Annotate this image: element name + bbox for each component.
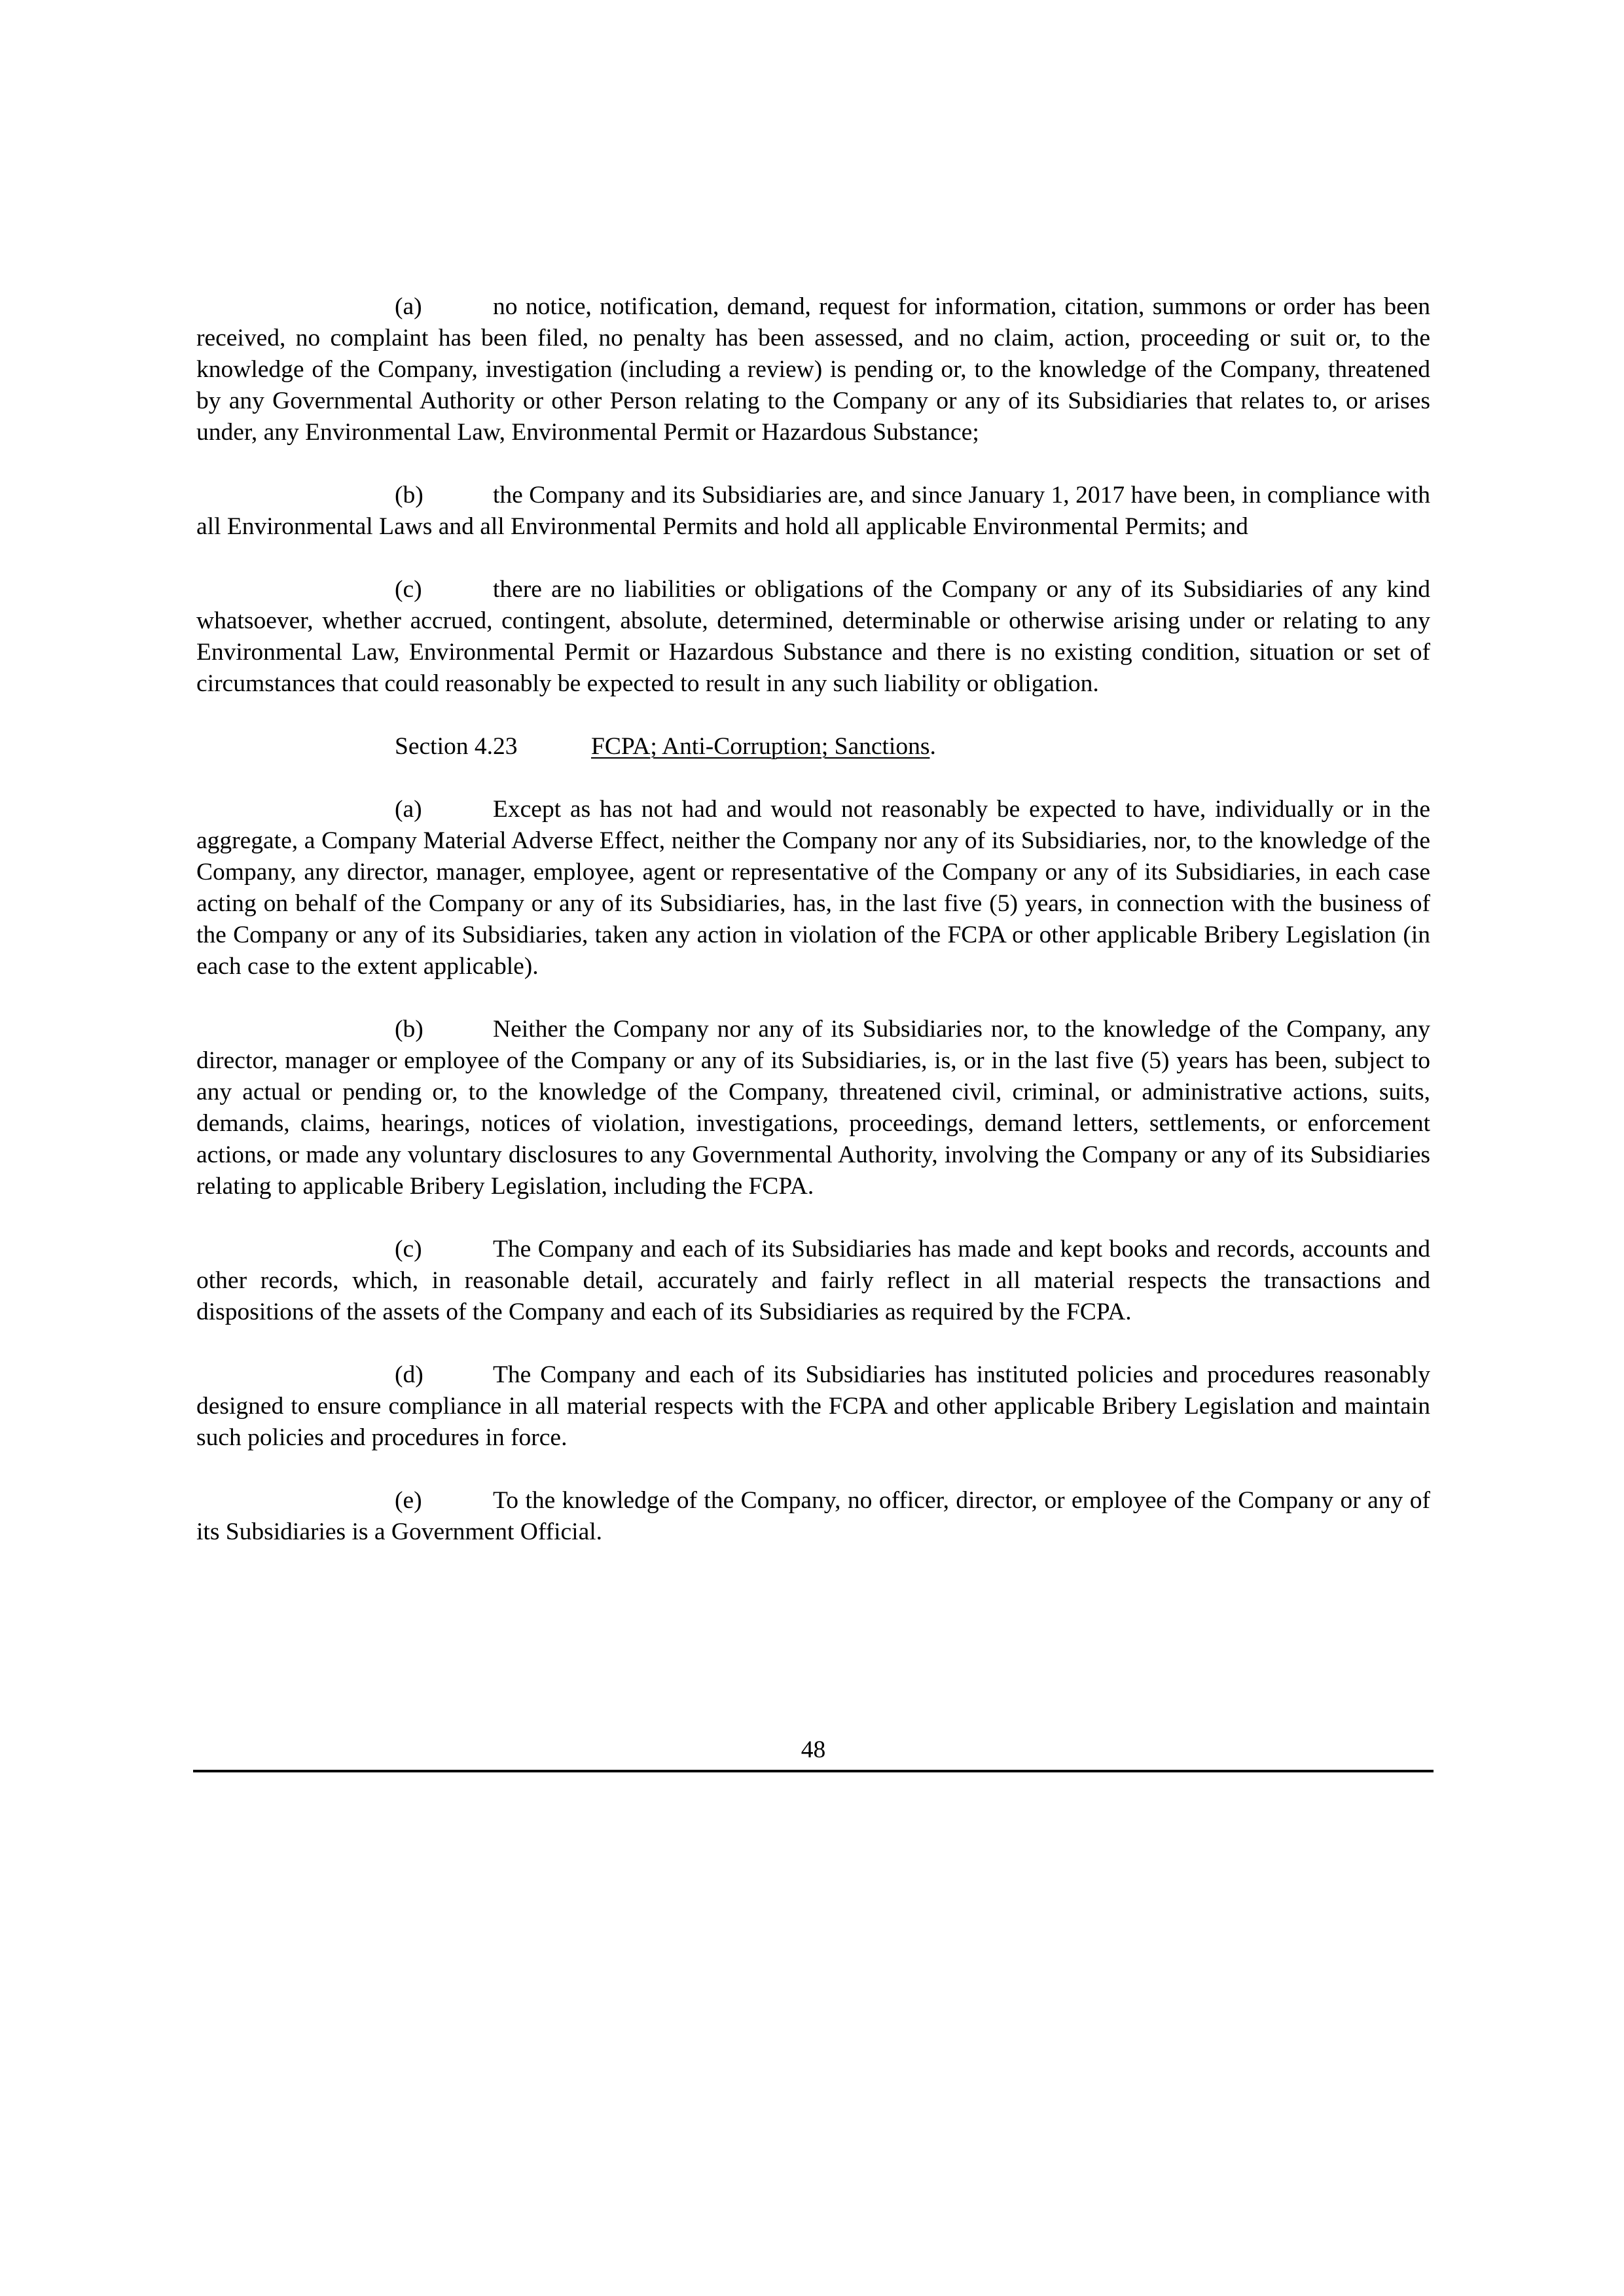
section-clause-d xyxy=(196,1359,1430,1454)
clause-label: (e) xyxy=(395,1487,422,1514)
clause-label: (a) xyxy=(395,293,422,320)
clause-text: The Company and each of its Subsidiaries has instituted policies and procedures reasonably designed to ensure compliance in all material respects with the FCPA and other applicable Bribery Legislation and maintain such policies and procedures in force. xyxy=(196,1361,1430,1451)
clause-label: (b) xyxy=(395,1016,424,1043)
clause-label: (c) xyxy=(395,576,422,603)
clause-text: The Company and each of its Subsidiaries has made and kept books and records, accounts and other records, which, in reasonable detail, accurately and fairly reflect in all material respects the transactions and dispositions of the assets of the Company and each of its Subsidiaries as required by the FCPA. xyxy=(196,1236,1430,1325)
clause-text: no notice, notification, demand, request for information, citation, summons or order has been received, no complaint has been filed, no penalty has been assessed, and no claim, action, proceeding or suit or, to the knowledge of the Company, investigation (including a review) is pending or, to the knowledge of the Company, threatened by any Governmental Authority or other Person relating to the Company or any of its Subsidiaries that relates to, or arises under, any Environmental Law, Environmental Permit or Hazardous Substance; xyxy=(196,293,1430,446)
document-body xyxy=(196,291,1430,1579)
section-title: FCPA; Anti-Corruption; Sanctions xyxy=(591,733,930,760)
clause-text: Except as has not had and would not reasonably be expected to have, individually or in the aggregate, a Company Material Adverse Effect, neither the Company nor any of its Subsidiaries, nor, to the knowledge of the Company, any director, manager, employee, agent or representative of the Company or any of its Subsidiaries, in each case acting on behalf of the Company or any of its Subsidiaries, has, in the last five (5) years, in connection with the business of the Company or any of its Subsidiaries, taken any action in violation of the FCPA or other applicable Bribery Legislation (in each case to the extent applicable). xyxy=(196,796,1430,980)
clause-label: (a) xyxy=(395,796,422,823)
clause-b xyxy=(196,480,1430,543)
clause-label: (b) xyxy=(395,482,424,509)
page-number: 48 xyxy=(801,1736,826,1763)
clause-label: (d) xyxy=(395,1361,424,1388)
clause-text: Neither the Company nor any of its Subsidiaries nor, to the knowledge of the Company, any director, manager or employee of the Company or any of its Subsidiaries, is, or in the last five (5) years has been, subject to any actual or pending or, to the knowledge of the Company, threatened civil, criminal, or administrative actions, suits, demands, claims, hearings, notices of violation, investigations, proceedings, demand letters, settlements, or enforcement actions, or made any voluntary disclosures to any Governmental Authority, involving the Company or any of its Subsidiaries relating to applicable Bribery Legislation, including the FCPA. xyxy=(196,1016,1430,1200)
section-clause-a xyxy=(196,794,1430,982)
section-clause-e xyxy=(196,1485,1430,1548)
clause-c xyxy=(196,574,1430,700)
clause-text: To the knowledge of the Company, no officer, director, or employee of the Company or any of its Subsidiaries is a Government Official. xyxy=(196,1487,1430,1545)
section-clause-c xyxy=(196,1234,1430,1328)
clause-text: the Company and its Subsidiaries are, and since January 1, 2017 have been, in compliance with all Environmental Laws and all Environmental Permits and hold all applicable Environmental Permits; and xyxy=(196,482,1430,540)
clause-label: (c) xyxy=(395,1236,422,1263)
section-heading xyxy=(196,731,1430,762)
section-title-period: . xyxy=(929,733,936,760)
clause-a xyxy=(196,291,1430,448)
section-number: Section 4.23 xyxy=(395,733,518,760)
footer-rule xyxy=(193,1770,1434,1772)
section-clause-b xyxy=(196,1014,1430,1202)
clause-text: there are no liabilities or obligations of the Company or any of its Subsidiaries of any kind whatsoever, whether accrued, contingent, absolute, determined, determinable or otherwise arising under or relating to any Environmental Law, Environmental Permit or Hazardous Substance and there is no existing condition, situation or set of circumstances that could reasonably be expected to result in any such liability or obligation. xyxy=(196,576,1430,697)
